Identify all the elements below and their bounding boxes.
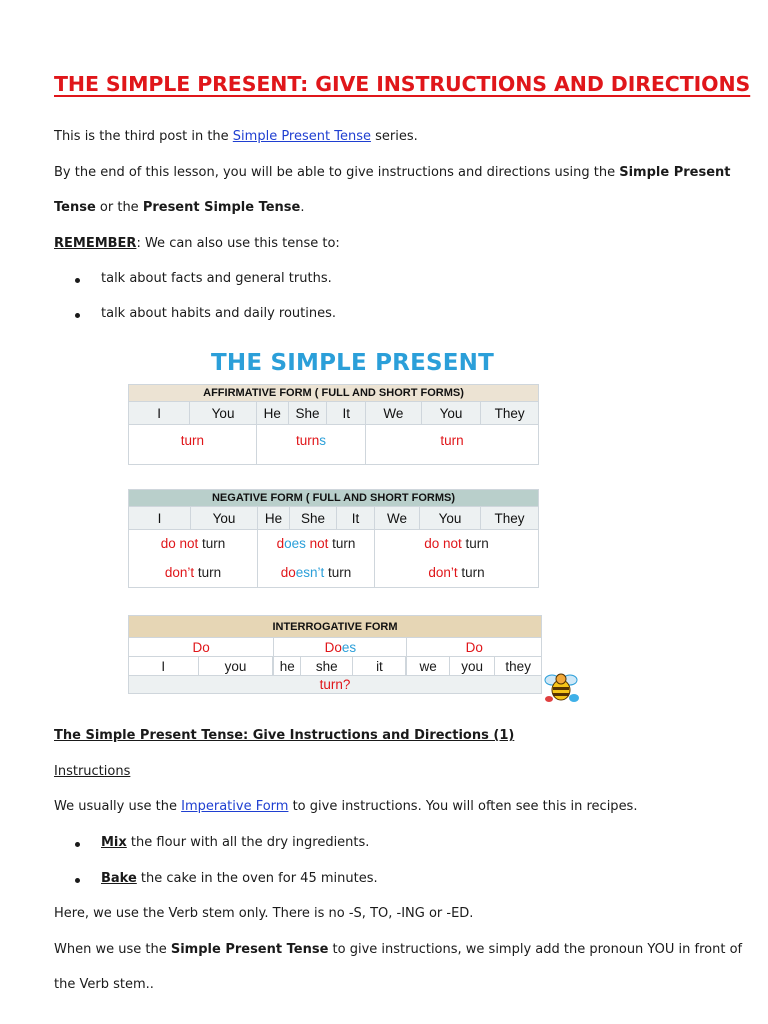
intro-text-end: series. xyxy=(370,129,418,144)
aux-esnt: esn’t xyxy=(295,564,325,580)
verb-cell xyxy=(129,676,542,694)
section-heading xyxy=(54,727,514,745)
example-verb: Mix xyxy=(101,835,127,850)
bullet-dot xyxy=(75,878,80,883)
pronoun-cell: he xyxy=(274,657,301,676)
pronoun-cell: They xyxy=(481,507,539,530)
goal-text-end: . xyxy=(300,200,305,215)
example-item xyxy=(101,834,369,852)
bullet-dot xyxy=(75,278,80,283)
aux-do-not: do not xyxy=(424,536,462,552)
pronoun-cell: I xyxy=(129,657,199,676)
pronoun-cell: They xyxy=(481,402,539,425)
goal-bold-tense: Tense xyxy=(54,200,96,215)
pronoun-cell: she xyxy=(301,657,353,676)
aux-es: es xyxy=(341,639,357,655)
imperative-text-end: to give instructions. You will often see this in recipes. xyxy=(288,799,638,814)
bullet-dot xyxy=(75,842,80,847)
verb-turn-question: turn? xyxy=(319,677,351,692)
verb-turn: turn xyxy=(324,564,352,580)
pronoun-cell: You xyxy=(191,507,258,530)
goal-paragraph-line2 xyxy=(54,199,305,217)
verb-turn: turn xyxy=(328,536,356,552)
final-paragraph-line2: the Verb stem.. xyxy=(54,977,154,992)
pronoun-cell: we xyxy=(407,657,449,676)
negative-cell xyxy=(258,530,375,558)
verb-turn: turn xyxy=(198,536,226,552)
intro-text: This is the third post in the xyxy=(54,129,233,144)
remember-label: REMEMBER xyxy=(54,236,137,251)
pronoun-cell: You xyxy=(420,507,481,530)
aux-do: Do xyxy=(465,639,483,655)
use-item: talk about facts and general truths. xyxy=(101,271,332,286)
pronoun-cell: You xyxy=(421,402,481,425)
pronoun-cell: I xyxy=(129,402,190,425)
sub-heading-text: Instructions xyxy=(54,764,131,779)
pronoun-cell: You xyxy=(190,402,256,425)
interrogative-table xyxy=(128,615,542,694)
pronoun-cell: you xyxy=(449,657,494,676)
intro-paragraph xyxy=(54,128,418,146)
final-text-end: to give instructions, we simply add the pronoun YOU in front of xyxy=(328,942,743,957)
aux-dont: don’t xyxy=(428,564,458,580)
example-item xyxy=(101,870,378,888)
verb-turn: turn xyxy=(194,564,222,580)
final-bold: Simple Present Tense xyxy=(170,942,329,957)
pronoun-cell: they xyxy=(495,657,542,676)
remember-line xyxy=(54,235,340,253)
pronoun-cell: We xyxy=(375,507,420,530)
page-title: THE SIMPLE PRESENT: GIVE INSTRUCTIONS AND DIRECTIONS xyxy=(54,72,751,96)
pronoun-cell: I xyxy=(129,507,191,530)
stem-note: Here, we use the Verb stem only. There is no -S, TO, -ING or -ED. xyxy=(54,906,474,921)
negative-table xyxy=(128,489,539,588)
final-paragraph-line1 xyxy=(54,941,742,959)
affirmative-table xyxy=(128,384,539,465)
pronoun-cell: She xyxy=(288,402,327,425)
pronoun-cell: you xyxy=(198,657,273,676)
verb-turn: turn xyxy=(440,433,464,448)
aux-dont: don’t xyxy=(164,564,195,580)
aux-do-not: do not xyxy=(160,536,199,552)
aux-d: d xyxy=(276,536,285,552)
sub-heading xyxy=(54,763,130,781)
simple-present-tense-link[interactable]: Simple Present Tense xyxy=(232,129,371,144)
pronoun-cell: He xyxy=(256,402,288,425)
bullet-dot xyxy=(75,313,80,318)
goal-text-mid: or the xyxy=(95,200,143,215)
imperative-paragraph xyxy=(54,798,637,816)
remember-text: : We can also use this tense to: xyxy=(136,236,340,251)
bee-illustration xyxy=(541,670,581,706)
aux-oes: oes xyxy=(284,536,306,552)
negative-cell xyxy=(375,530,539,558)
example-rest: the cake in the oven for 45 minutes. xyxy=(136,871,378,886)
pronoun-cell: It xyxy=(337,507,375,530)
aux-not: not xyxy=(305,536,329,552)
aux-do: Do xyxy=(192,639,210,655)
verb-cell xyxy=(366,425,539,465)
verb-cell xyxy=(256,425,365,465)
aux-cell xyxy=(274,638,407,657)
negative-cell xyxy=(375,558,539,588)
goal-bold-present-simple: Present Simple Tense xyxy=(142,200,301,215)
aux-cell xyxy=(407,638,542,657)
imperative-text: We usually use the xyxy=(54,799,182,814)
goal-text: By the end of this lesson, you will be able to give instructions and directions using the xyxy=(54,165,620,180)
pronoun-cell: She xyxy=(290,507,337,530)
chart-title: THE SIMPLE PRESENT xyxy=(211,350,494,376)
negative-cell xyxy=(258,558,375,588)
goal-paragraph-line1 xyxy=(54,164,730,182)
affirmative-header: AFFIRMATIVE FORM ( FULL AND SHORT FORMS) xyxy=(129,385,539,402)
verb-cell xyxy=(129,425,257,465)
aux-do: do xyxy=(280,564,296,580)
section-heading-text: The Simple Present Tense: Give Instructions and Directions (1) xyxy=(54,728,515,743)
aux-cell xyxy=(129,638,274,657)
interrogative-header: INTERROGATIVE FORM xyxy=(129,616,542,638)
negative-cell xyxy=(129,530,258,558)
example-rest: the flour with all the dry ingredients. xyxy=(126,835,370,850)
verb-turn: turn xyxy=(461,536,489,552)
example-verb: Bake xyxy=(101,871,137,886)
goal-bold-simple-present: Simple Present xyxy=(619,165,731,180)
verb-suffix: s xyxy=(319,433,326,448)
negative-cell xyxy=(129,558,258,588)
negative-header: NEGATIVE FORM ( FULL AND SHORT FORMS) xyxy=(129,490,539,507)
pronoun-cell: It xyxy=(327,402,366,425)
pronoun-cell: He xyxy=(258,507,290,530)
pronoun-cell: it xyxy=(353,657,406,676)
aux-do: Do xyxy=(324,639,342,655)
use-item: talk about habits and daily routines. xyxy=(101,306,337,321)
verb-turn: turn xyxy=(180,433,205,448)
verb-turn: turn xyxy=(295,433,320,448)
final-text: When we use the xyxy=(54,942,171,957)
imperative-form-link[interactable]: Imperative Form xyxy=(181,799,289,814)
pronoun-cell: We xyxy=(366,402,422,425)
verb-turn: turn xyxy=(457,564,485,580)
